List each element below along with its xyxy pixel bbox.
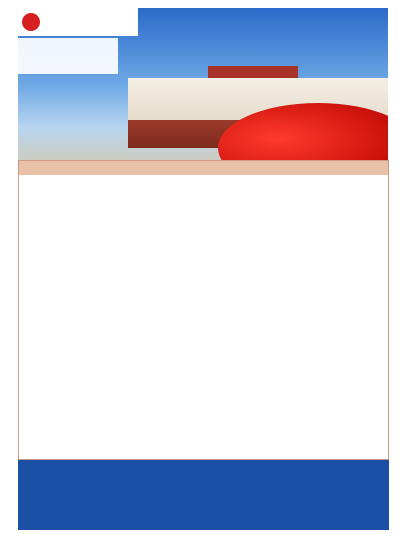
table-header [19,161,388,175]
bottom-bar [0,530,400,543]
logo-mark-icon [22,13,40,31]
company-logo [18,8,138,36]
contact-footer [18,460,389,530]
brand-box [18,38,118,74]
itinerary-table [18,160,389,460]
